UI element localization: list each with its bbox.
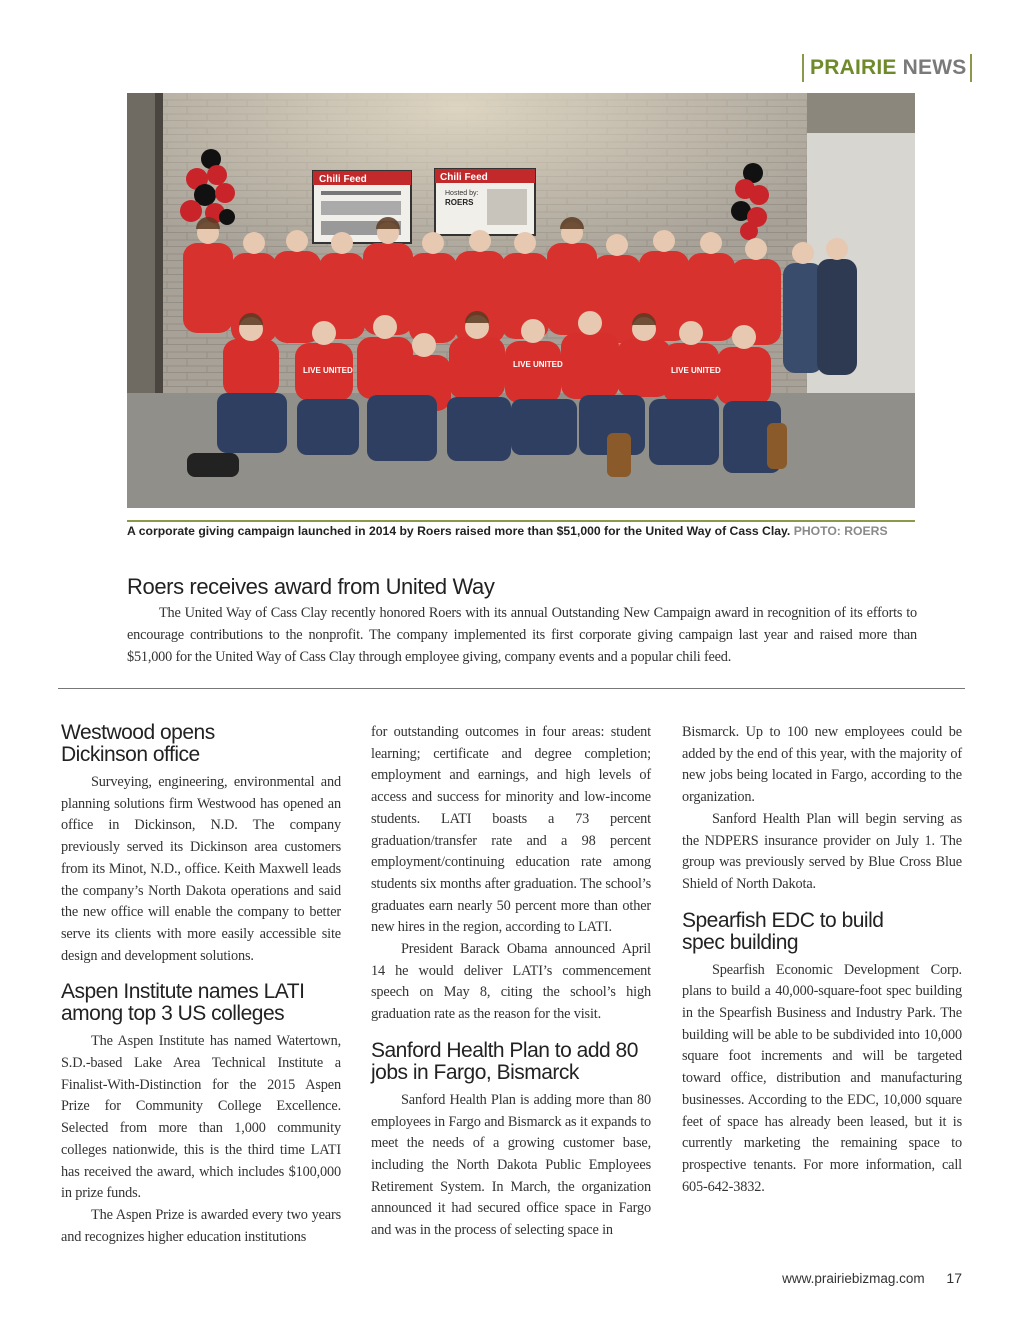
photo-credit: PHOTO: ROERS [793, 524, 888, 538]
spearfish-body: Spearfish Economic Development Corp. plans to build a 40,000-square-foot spec building in the Spearfish Business and Industry Park. The building will be able to be subdivided into 10,000 square foot increments and will be targeted toward office, distribution and manufacturing businesses. According to the EDC, 10,000 square feet of space has already been leased, but it is currently marketing the remaining space to prospective tenants. For more information, call 605-642-3832. [682, 961, 962, 1195]
westwood-body: Surveying, engineering, environmental and planning solutions firm Westwood has opened an office in Dickinson, N.D. The company previously served its Dickinson area customers from its Minot, N.D., office. Keith Maxwell leads the company’s North Dakota operations and said the new office will enable the company to better serve its clients with more easily accessible site design and development solutions. [61, 774, 341, 964]
banner2-line1: Hosted by: [445, 190, 479, 197]
aspen-paragraph-1: The Aspen Institute has named Watertown, S.D.-based Lake Area Technical Institute a Finalist-With-Distinction for the 2015 Aspen Prize for Community College Excellence. Selected from more than 1,000 community colleges nationwide, this is the third time LATI has received the award, which includes $100,000 in prize funds. [61, 1033, 341, 1202]
aspen-title [61, 981, 341, 1025]
page-number: 17 [946, 1270, 962, 1286]
aspen-paragraph-2: The Aspen Prize is awarded every two years and recognizes higher education institutions [61, 1206, 341, 1245]
westwood-title [61, 722, 341, 766]
spearfish-title-line1: Spearfish EDC to build [682, 908, 884, 932]
shirt-text: LIVE UNITED [671, 366, 721, 375]
banner1-title: Chili Feed [319, 174, 367, 185]
sanford-paragraph-3: Sanford Health Plan will begin serving as the NDPERS insurance provider on July 1. The group was previously served by Blue Cross Blue Shield of North Dakota. [682, 810, 962, 892]
aspen-title-line1: Aspen Institute names LATI [61, 980, 305, 1004]
banner2-title: Chili Feed [440, 172, 488, 183]
sanford-title [371, 1040, 651, 1084]
sanford-title-line1: Sanford Health Plan to add 80 [371, 1038, 638, 1062]
column-2 [371, 722, 651, 1242]
page-footer [782, 1270, 962, 1286]
aspen-paragraph-4: President Barack Obama announced April 14 he would deliver LATI’s commencement speech on May 8, citing the school’s high graduation rate as the reason for the visit. [371, 941, 651, 1023]
lead-article-paragraph: The United Way of Cass Clay recently honored Roers with its annual Outstanding New Campaign award in recognition of its efforts to encourage contributions to the nonprofit. The company implemented its first corporate giving campaign last year and raised more than $51,000 for the United Way of Cass Clay through employee giving, company events and a popular chili feed. [127, 605, 917, 665]
group-photo [127, 93, 915, 508]
section-label-word2: NEWS [902, 56, 967, 79]
sanford-paragraph-1: Sanford Health Plan is adding more than 80 employees in Fargo and Bismarck as it expands to meet the needs of a growing customer base, including the North Dakota Public Employees Retirement System. In March, the organization announced it had secured office space in Fargo and was in the process of selecting space in [371, 1091, 652, 1239]
lead-article-title: Roers receives award from United Way [127, 574, 495, 599]
section-divider [58, 688, 965, 689]
spearfish-title-line2: spec building [682, 930, 799, 954]
group-photo-illustration [127, 93, 915, 508]
aspen-paragraph-3: for outstanding outcomes in four areas: student learning; certificate and degree completion; employment and earnings, and high levels of access and success for minority and low-income students. LATI boasts a 73 percent graduation/transfer rate and a 98 percent employment/continuing education rate among students six months after graduation. The school’s graduates earn nearly 50 percent more than other new hires in the region, according to LATI. [371, 724, 651, 936]
section-label-word1: PRAIRIE [810, 56, 897, 79]
shirt-text: LIVE UNITED [513, 360, 563, 369]
column-3 [682, 722, 962, 1198]
banner2-line2: ROERS [445, 198, 474, 207]
sanford-paragraph-2: Bismarck. Up to 100 new employees could be added by the end of this year, with the majority of new jobs being located in Fargo, according to the organization. [682, 724, 962, 806]
spearfish-title [682, 910, 962, 954]
aspen-title-line2: among top 3 US colleges [61, 1002, 285, 1026]
lead-article-body [127, 602, 917, 668]
caption-rule [127, 520, 915, 522]
westwood-title-line1: Westwood opens [61, 721, 215, 744]
photo-caption [127, 524, 927, 538]
sanford-title-line2: jobs in Fargo, Bismarck [371, 1060, 579, 1084]
footer-url[interactable]: www.prairiebizmag.com [782, 1271, 925, 1286]
column-1 [61, 722, 341, 1248]
westwood-title-line2: Dickinson office [61, 743, 200, 766]
caption-text: A corporate giving campaign launched in 2014 by Roers raised more than $51,000 for the United Way of Cass Clay. [127, 524, 791, 538]
section-label [802, 54, 972, 82]
shirt-text: LIVE UNITED [303, 366, 353, 375]
